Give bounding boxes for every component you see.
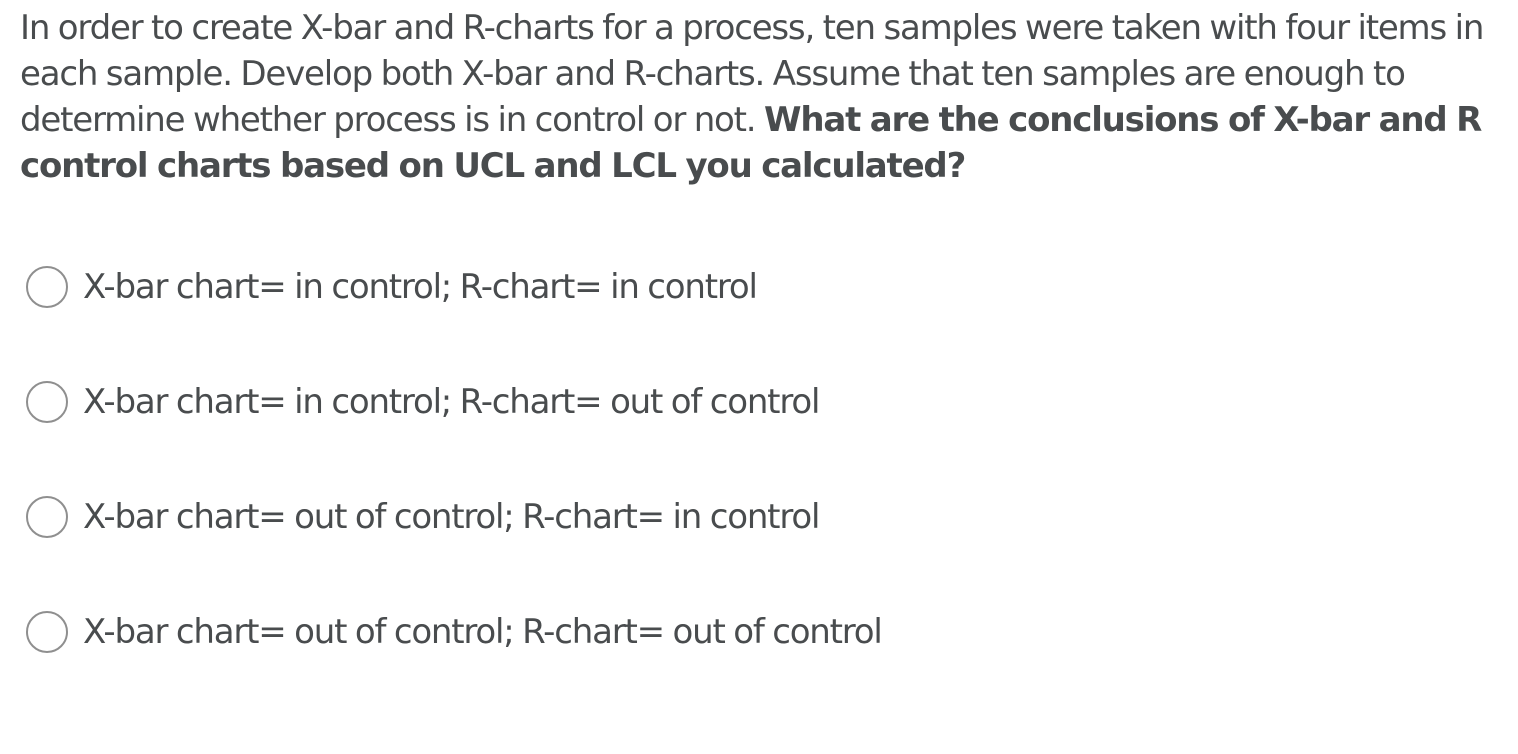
answer-option-label: X-bar chart= out of control; R-chart= out of control: [83, 612, 882, 652]
question-body: In order to create X-bar and R-charts for a process, ten samples were taken with four items in each sample. Develop both X-bar and R-charts. Assume that ten samples are enough to determine whether process is in control or not.: [20, 8, 1484, 140]
radio-button[interactable]: [26, 381, 68, 423]
radio-button[interactable]: [26, 266, 68, 308]
radio-button[interactable]: [26, 496, 68, 538]
answer-option-3[interactable]: [26, 492, 882, 542]
answer-option-label: X-bar chart= out of control; R-chart= in control: [83, 497, 820, 537]
question-text: [20, 5, 1500, 189]
answer-option-1[interactable]: [26, 262, 882, 312]
answer-option-4[interactable]: [26, 607, 882, 657]
answer-options: [26, 262, 882, 722]
answer-option-label: X-bar chart= in control; R-chart= out of control: [83, 382, 820, 422]
radio-button[interactable]: [26, 611, 68, 653]
answer-option-label: X-bar chart= in control; R-chart= in control: [83, 267, 757, 307]
answer-option-2[interactable]: [26, 377, 882, 427]
question-prompt: What are the conclusions of X-bar and R control charts based on UCL and LCL you calculated?: [20, 100, 1482, 186]
